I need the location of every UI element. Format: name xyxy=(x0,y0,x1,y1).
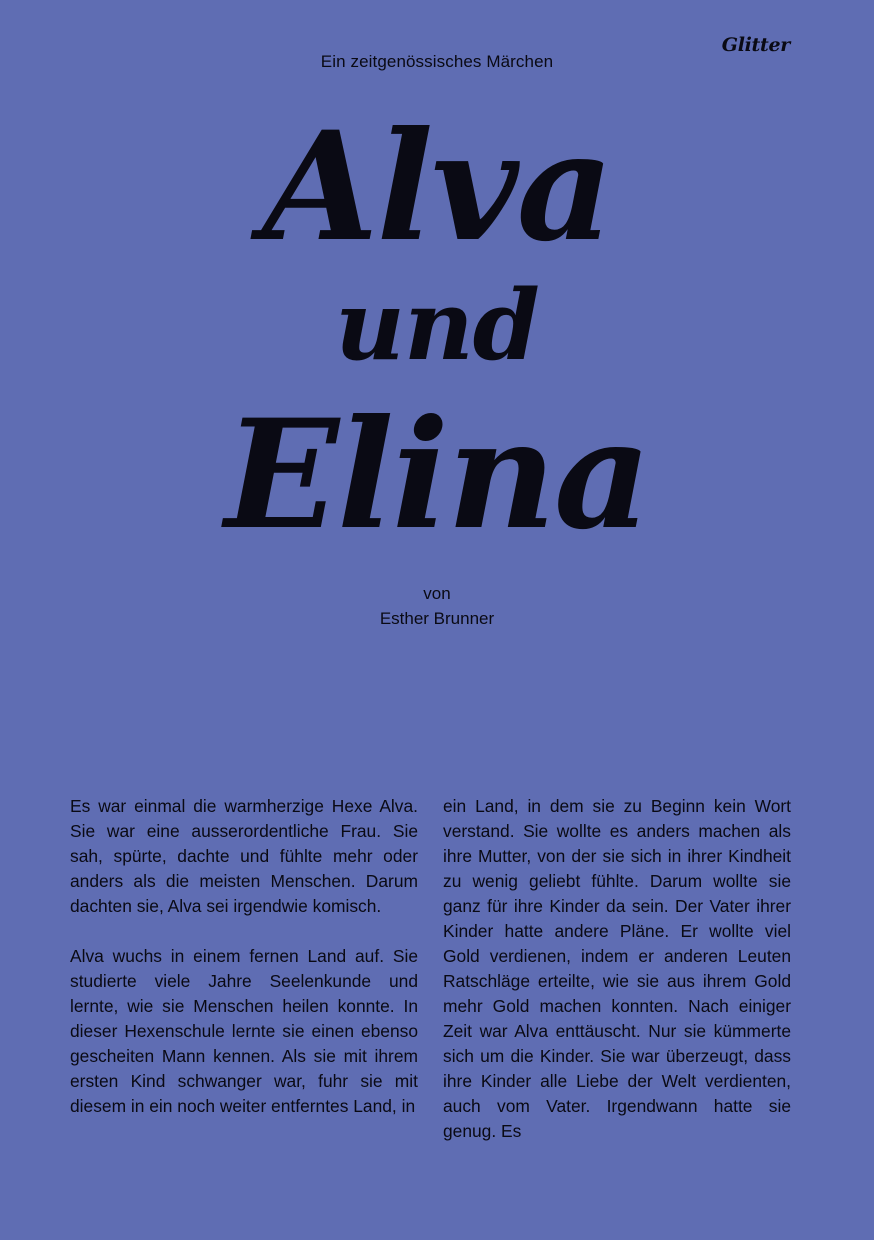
body-column-left xyxy=(70,794,418,1144)
paragraph: Es war einmal die warmherzige Hexe Alva. Sie war eine ausserordentliche Frau. Sie sah, spürte, dachte und fühlte mehr oder anders als die meisten Menschen. Darum dachten sie, Alva sei irgendwie komisch. xyxy=(70,796,418,916)
title-line-elina: Elina xyxy=(224,387,650,563)
author-name: Esther Brunner xyxy=(379,609,495,628)
title-line-und: und xyxy=(335,269,539,382)
body-column-right xyxy=(443,794,791,1169)
title-line-alva: Alva xyxy=(262,99,612,275)
brand-logo: Glitter xyxy=(721,34,790,56)
paragraph: Alva wuchs in einem fernen Land auf. Sie studierte viele Jahre Seelenkunde und lernte, wie sie Menschen heilen konnte. In dieser Hexenschule lernte sie einen ebenso gescheiten Mann kennen. Als sie mit ihrem ersten Kind schwanger war, fuhr sie mit diesem in ein noch weiter entferntes Land, in xyxy=(70,946,418,1116)
subtitle: Ein zeitgenössisches Märchen xyxy=(320,52,554,71)
byline-prefix: von xyxy=(423,584,451,603)
paragraph: ein Land, in dem sie zu Beginn kein Wort verstand. Sie wollte es anders machen als ihre Mutter, von der sie sich in ihrer Kindheit zu wenig geliebt fühlte. Darum wollte sie ganz für ihre Kinder da sein. Der Vater ihrer Kinder hatte andere Pläne. Er wollte viel Gold verdienen, indem er anderen Leuten Ratschläge erteilte, wie sie aus ihrem Gold mehr Gold machen konnten. Nach einiger Zeit war Alva enttäuscht. Nur sie kümmerte sich um die Kinder. Sie war überzeugt, dass ihre Kinder alle Liebe der Welt verdienten, auch vom Vater. Irgendwann hatte sie genug. Es xyxy=(443,796,791,1141)
